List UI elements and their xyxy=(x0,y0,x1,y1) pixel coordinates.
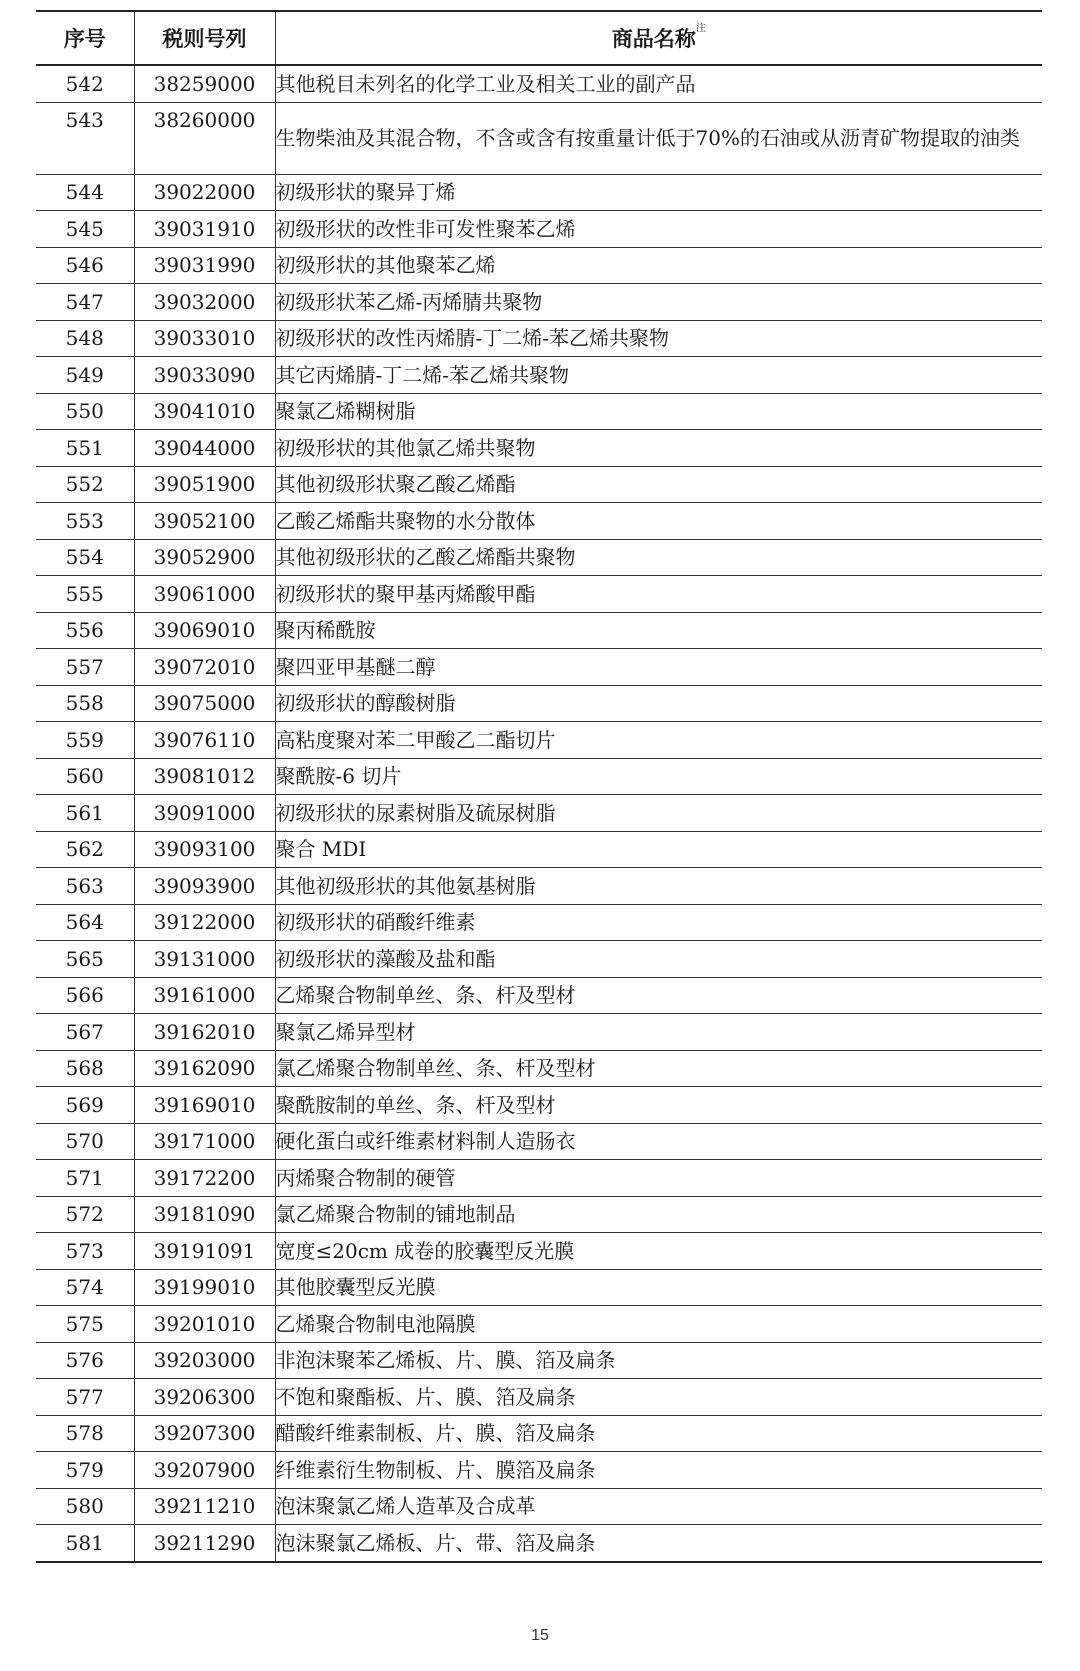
table-row xyxy=(36,685,1042,722)
table-row xyxy=(36,466,1042,503)
table-row xyxy=(36,1087,1042,1124)
row-seq: 558 xyxy=(36,685,134,722)
row-code: 39031910 xyxy=(134,211,275,248)
row-name: 初级形状的聚甲基丙烯酸甲酯 xyxy=(275,576,1042,613)
row-code: 39069010 xyxy=(134,612,275,649)
row-code: 39181090 xyxy=(134,1196,275,1233)
row-code: 39203000 xyxy=(134,1342,275,1379)
table-row xyxy=(36,284,1042,321)
row-seq: 577 xyxy=(36,1379,134,1416)
table-row xyxy=(36,65,1042,102)
table-row xyxy=(36,1160,1042,1197)
row-seq: 556 xyxy=(36,612,134,649)
row-code: 39075000 xyxy=(134,685,275,722)
row-seq: 574 xyxy=(36,1269,134,1306)
row-code: 38259000 xyxy=(134,65,275,102)
table-row xyxy=(36,758,1042,795)
row-seq: 563 xyxy=(36,868,134,905)
row-code: 39207300 xyxy=(134,1415,275,1452)
table-row xyxy=(36,1196,1042,1233)
row-name: 氯乙烯聚合物制单丝、条、杆及型材 xyxy=(275,1050,1042,1087)
row-seq: 569 xyxy=(36,1087,134,1124)
row-code: 39206300 xyxy=(134,1379,275,1416)
row-name: 聚丙稀酰胺 xyxy=(275,612,1042,649)
table-row xyxy=(36,576,1042,613)
row-code: 39022000 xyxy=(134,174,275,211)
row-name: 初级形状的改性丙烯腈-丁二烯-苯乙烯共聚物 xyxy=(275,320,1042,357)
row-seq: 570 xyxy=(36,1123,134,1160)
row-seq: 576 xyxy=(36,1342,134,1379)
row-code: 39044000 xyxy=(134,430,275,467)
row-seq: 549 xyxy=(36,357,134,394)
row-name: 其他税目未列名的化学工业及相关工业的副产品 xyxy=(275,65,1042,102)
row-code: 39122000 xyxy=(134,904,275,941)
row-code: 39169010 xyxy=(134,1087,275,1124)
table-row xyxy=(36,1014,1042,1051)
table-row xyxy=(36,247,1042,284)
row-name: 非泡沫聚苯乙烯板、片、膜、箔及扁条 xyxy=(275,1342,1042,1379)
row-name: 初级形状的其他氯乙烯共聚物 xyxy=(275,430,1042,467)
table-row xyxy=(36,539,1042,576)
row-name: 其他初级形状的乙酸乙烯酯共聚物 xyxy=(275,539,1042,576)
table-row xyxy=(36,612,1042,649)
header-name-footnote-mark: 注 xyxy=(695,23,706,34)
row-code: 39032000 xyxy=(134,284,275,321)
row-name: 泡沫聚氯乙烯板、片、带、箔及扁条 xyxy=(275,1525,1042,1562)
table-row xyxy=(36,868,1042,905)
table-row xyxy=(36,1233,1042,1270)
row-code: 39033010 xyxy=(134,320,275,357)
table-row xyxy=(36,1415,1042,1452)
table-row xyxy=(36,1342,1042,1379)
row-code: 39211210 xyxy=(134,1488,275,1525)
row-name: 硬化蛋白或纤维素材料制人造肠衣 xyxy=(275,1123,1042,1160)
row-seq: 552 xyxy=(36,466,134,503)
row-name: 乙烯聚合物制电池隔膜 xyxy=(275,1306,1042,1343)
table-row xyxy=(36,1123,1042,1160)
row-seq: 581 xyxy=(36,1525,134,1562)
row-name: 泡沫聚氯乙烯人造革及合成革 xyxy=(275,1488,1042,1525)
row-code: 39131000 xyxy=(134,941,275,978)
tariff-table xyxy=(36,10,1042,1563)
row-code: 39162010 xyxy=(134,1014,275,1051)
table-row xyxy=(36,174,1042,211)
row-code: 39201010 xyxy=(134,1306,275,1343)
row-code: 39211290 xyxy=(134,1525,275,1562)
row-code: 39031990 xyxy=(134,247,275,284)
row-name: 初级形状的其他聚苯乙烯 xyxy=(275,247,1042,284)
row-name: 醋酸纤维素制板、片、膜、箔及扁条 xyxy=(275,1415,1042,1452)
row-name: 其它丙烯腈-丁二烯-苯乙烯共聚物 xyxy=(275,357,1042,394)
row-code: 39093900 xyxy=(134,868,275,905)
table-row xyxy=(36,320,1042,357)
table-row xyxy=(36,1452,1042,1489)
row-name: 初级形状的藻酸及盐和酯 xyxy=(275,941,1042,978)
row-name: 丙烯聚合物制的硬管 xyxy=(275,1160,1042,1197)
row-code: 39093100 xyxy=(134,831,275,868)
row-code: 39171000 xyxy=(134,1123,275,1160)
row-seq: 550 xyxy=(36,393,134,430)
row-seq: 565 xyxy=(36,941,134,978)
row-name: 宽度≤20cm 成卷的胶囊型反光膜 xyxy=(275,1233,1042,1270)
table-row xyxy=(36,977,1042,1014)
row-seq: 578 xyxy=(36,1415,134,1452)
row-name: 聚氯乙烯异型材 xyxy=(275,1014,1042,1051)
table-row xyxy=(36,1488,1042,1525)
table-row xyxy=(36,1525,1042,1562)
table-row xyxy=(36,393,1042,430)
row-code: 39052900 xyxy=(134,539,275,576)
row-code: 39191091 xyxy=(134,1233,275,1270)
row-name: 乙烯聚合物制单丝、条、杆及型材 xyxy=(275,977,1042,1014)
row-seq: 567 xyxy=(36,1014,134,1051)
row-name: 不饱和聚酯板、片、膜、箔及扁条 xyxy=(275,1379,1042,1416)
row-name: 其他胶囊型反光膜 xyxy=(275,1269,1042,1306)
table-row xyxy=(36,357,1042,394)
row-seq: 575 xyxy=(36,1306,134,1343)
table-row xyxy=(36,430,1042,467)
row-code: 39199010 xyxy=(134,1269,275,1306)
row-code: 38260000 xyxy=(134,102,275,174)
row-name: 纤维素衍生物制板、片、膜箔及扁条 xyxy=(275,1452,1042,1489)
row-name: 聚合 MDI xyxy=(275,831,1042,868)
row-seq: 547 xyxy=(36,284,134,321)
row-seq: 561 xyxy=(36,795,134,832)
table-row xyxy=(36,795,1042,832)
row-seq: 571 xyxy=(36,1160,134,1197)
table-row xyxy=(36,722,1042,759)
row-name: 其他初级形状的其他氨基树脂 xyxy=(275,868,1042,905)
table-body xyxy=(36,65,1042,1562)
table-row xyxy=(36,831,1042,868)
table-row xyxy=(36,102,1042,174)
row-seq: 544 xyxy=(36,174,134,211)
table-row xyxy=(36,1306,1042,1343)
table-row xyxy=(36,1269,1042,1306)
row-code: 39161000 xyxy=(134,977,275,1014)
row-seq: 572 xyxy=(36,1196,134,1233)
row-name: 初级形状的尿素树脂及硫尿树脂 xyxy=(275,795,1042,832)
row-seq: 573 xyxy=(36,1233,134,1270)
row-seq: 580 xyxy=(36,1488,134,1525)
row-code: 39051900 xyxy=(134,466,275,503)
row-name: 生物柴油及其混合物，不含或含有按重量计低于70%的石油或从沥青矿物提取的油类 xyxy=(275,102,1042,174)
table-header-row xyxy=(36,11,1042,65)
row-name: 乙酸乙烯酯共聚物的水分散体 xyxy=(275,503,1042,540)
row-seq: 545 xyxy=(36,211,134,248)
row-code: 39076110 xyxy=(134,722,275,759)
header-name-label: 商品名称 xyxy=(611,27,696,51)
row-name: 其他初级形状聚乙酸乙烯酯 xyxy=(275,466,1042,503)
row-code: 39072010 xyxy=(134,649,275,686)
row-code: 39041010 xyxy=(134,393,275,430)
header-name xyxy=(275,11,1042,65)
row-seq: 546 xyxy=(36,247,134,284)
row-name: 初级形状的醇酸树脂 xyxy=(275,685,1042,722)
row-seq: 568 xyxy=(36,1050,134,1087)
row-code: 39207900 xyxy=(134,1452,275,1489)
row-seq: 559 xyxy=(36,722,134,759)
table-row xyxy=(36,1050,1042,1087)
row-code: 39081012 xyxy=(134,758,275,795)
table-row xyxy=(36,503,1042,540)
tariff-table-container xyxy=(36,10,1042,1563)
row-code: 39052100 xyxy=(134,503,275,540)
row-seq: 553 xyxy=(36,503,134,540)
row-seq: 564 xyxy=(36,904,134,941)
header-seq: 序号 xyxy=(36,11,134,65)
row-seq: 560 xyxy=(36,758,134,795)
row-name: 初级形状的改性非可发性聚苯乙烯 xyxy=(275,211,1042,248)
row-name: 初级形状苯乙烯-丙烯腈共聚物 xyxy=(275,284,1042,321)
page-number: 15 xyxy=(531,1627,549,1644)
table-row xyxy=(36,941,1042,978)
row-name: 初级形状的聚异丁烯 xyxy=(275,174,1042,211)
row-name: 初级形状的硝酸纤维素 xyxy=(275,904,1042,941)
row-name: 氯乙烯聚合物制的铺地制品 xyxy=(275,1196,1042,1233)
table-row xyxy=(36,649,1042,686)
row-seq: 579 xyxy=(36,1452,134,1489)
row-name: 聚氯乙烯糊树脂 xyxy=(275,393,1042,430)
row-seq: 548 xyxy=(36,320,134,357)
row-code: 39033090 xyxy=(134,357,275,394)
row-name: 聚酰胺-6 切片 xyxy=(275,758,1042,795)
row-seq: 557 xyxy=(36,649,134,686)
table-row xyxy=(36,1379,1042,1416)
row-code: 39172200 xyxy=(134,1160,275,1197)
row-seq: 555 xyxy=(36,576,134,613)
row-code: 39061000 xyxy=(134,576,275,613)
row-seq: 543 xyxy=(36,102,134,174)
row-seq: 551 xyxy=(36,430,134,467)
table-row xyxy=(36,904,1042,941)
row-code: 39162090 xyxy=(134,1050,275,1087)
row-name: 聚酰胺制的单丝、条、杆及型材 xyxy=(275,1087,1042,1124)
row-code: 39091000 xyxy=(134,795,275,832)
row-seq: 562 xyxy=(36,831,134,868)
table-row xyxy=(36,211,1042,248)
row-seq: 554 xyxy=(36,539,134,576)
row-seq: 542 xyxy=(36,65,134,102)
row-name: 聚四亚甲基醚二醇 xyxy=(275,649,1042,686)
row-seq: 566 xyxy=(36,977,134,1014)
header-code: 税则号列 xyxy=(134,11,275,65)
row-name: 高粘度聚对苯二甲酸乙二酯切片 xyxy=(275,722,1042,759)
